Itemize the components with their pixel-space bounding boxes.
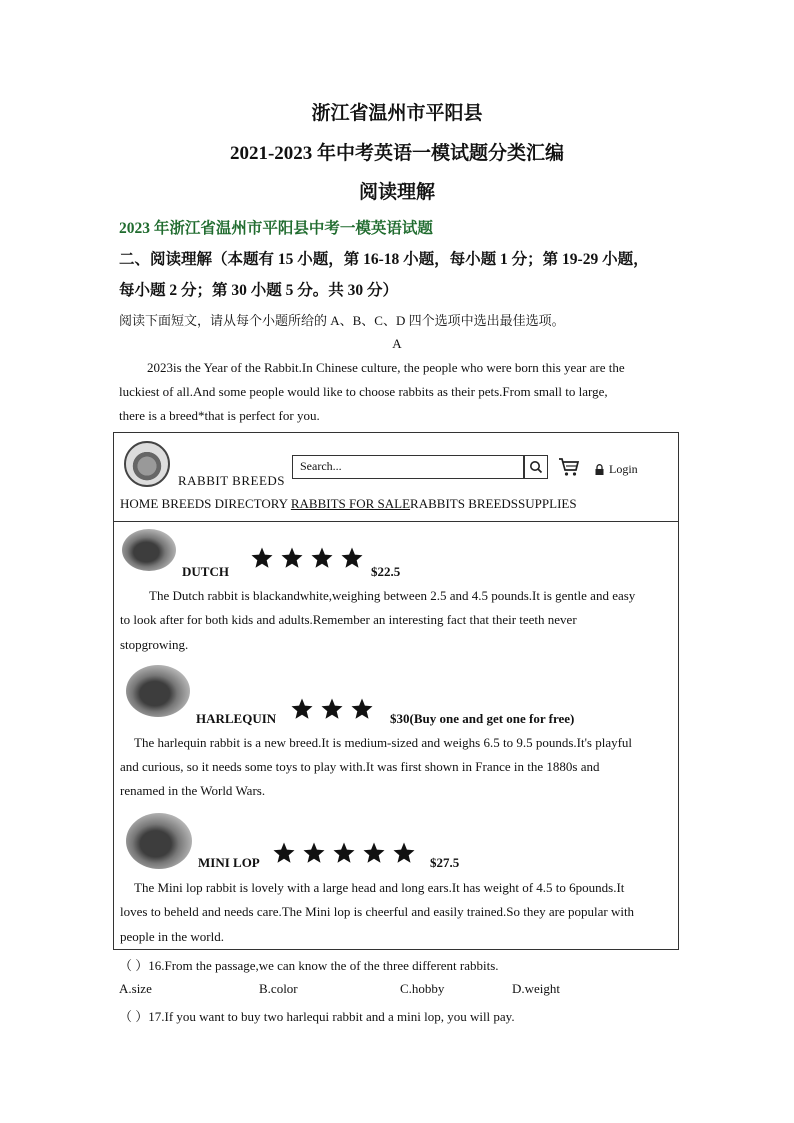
- nav-home[interactable]: HOME: [120, 496, 159, 511]
- cart-button[interactable]: [558, 457, 580, 482]
- dutch-rabbit-image: [122, 529, 176, 571]
- section-heading-line1: 二、阅读理解（本题有 15 小题，第 16-18 小题，每小题 1 分；第 19-29 小题，: [119, 251, 649, 268]
- star-icon: [320, 697, 344, 721]
- exam-title: 2023 年浙江省温州市平阳县中考一模英语试题: [119, 220, 433, 237]
- nav-breeds[interactable]: BREEDS: [161, 496, 212, 511]
- breed-name: HARLEQUIN: [196, 711, 277, 726]
- star-icon: [362, 841, 386, 865]
- breed-description-line: renamed in the World Wars.: [120, 783, 266, 798]
- search-input[interactable]: Search...: [292, 455, 524, 479]
- breed-name: DUTCH: [182, 564, 229, 579]
- doc-title-topic: 阅读理解: [358, 182, 435, 203]
- login-link[interactable]: [595, 462, 638, 477]
- website-panel: [113, 432, 679, 950]
- breed-description-line: The Mini lop rabbit is lovely with a large head and long ears.It has weight of 4.5 to 6pounds.It: [134, 880, 625, 895]
- breed-description-line: stopgrowing.: [120, 637, 189, 652]
- doc-title-region: 浙江省温州市平阳县: [311, 103, 483, 124]
- star-icon: [302, 841, 326, 865]
- lock-icon: [595, 464, 604, 475]
- nav-rabbits-breeds[interactable]: RABBITS BREEDS: [410, 496, 519, 511]
- mini-lop-rabbit-image: [126, 813, 192, 869]
- breed-description-line: people in the world.: [120, 929, 224, 944]
- logo-emblem-icon: [124, 441, 170, 487]
- site-name: RABBIT BREEDS: [178, 473, 286, 488]
- passage-label: A: [392, 336, 402, 351]
- star-icon: [392, 841, 416, 865]
- breed-price: $22.5: [371, 564, 401, 579]
- star-icon: [350, 697, 374, 721]
- nav-supplies[interactable]: SUPPLIES: [518, 496, 577, 511]
- intro-line: 2023is the Year of the Rabbit.In Chinese culture, the people who were born this year are the: [147, 360, 625, 375]
- section-heading-line2: 每小题 2 分；第 30 小题 5 分。共 30 分）: [119, 282, 399, 299]
- login-label: Login: [609, 462, 638, 476]
- breed-description-line: and curious, so it needs some toys to play with.It was first shown in France in the 1880s and: [120, 759, 600, 774]
- star-icon: [340, 546, 364, 570]
- nav-rabbits-for-sale[interactable]: RABBITS FOR SALE: [290, 496, 411, 511]
- site-nav: [120, 496, 577, 512]
- cart-icon: [558, 457, 580, 477]
- rating-stars: [272, 841, 416, 865]
- nav-directory[interactable]: DIRECTORY: [214, 496, 288, 511]
- star-icon: [272, 841, 296, 865]
- instruction: 阅读下面短文，请从每个小题所给的 A、B、C、D 四个选项中选出最佳选项。: [119, 313, 565, 328]
- intro-line: luckiest of all.And some people would like to choose rabbits as their pets.From small to large,: [119, 384, 608, 399]
- question-16-option: D.weight: [512, 981, 561, 996]
- question-16-option: C.hobby: [400, 981, 445, 996]
- breed-description-line: The Dutch rabbit is blackandwhite,weighing between 2.5 and 4.5 pounds.It is gentle and easy: [149, 588, 636, 603]
- breed-description-line: loves to beheld and needs care.The Mini lop is cheerful and easily trained.So they are popular with: [120, 904, 635, 919]
- breed-price: $27.5: [430, 855, 460, 870]
- search-icon: [529, 460, 543, 474]
- breed-description-line: The harlequin rabbit is a new breed.It is medium-sized and weighs 6.5 to 9.5 pounds.It's playful: [134, 735, 633, 750]
- star-icon: [290, 697, 314, 721]
- star-icon: [332, 841, 356, 865]
- question-16-option: B.color: [259, 981, 298, 996]
- rating-stars: [290, 697, 374, 721]
- question-17: （ ）17.If you want to buy two harlequi rabbit and a mini lop, you will pay.: [119, 1009, 515, 1024]
- breed-description-line: to look after for both kids and adults.Remember an interesting fact that their teeth never: [120, 612, 577, 627]
- doc-title-series: 2021-2023 年中考英语一模试题分类汇编: [229, 143, 565, 164]
- breed-name: MINI LOP: [198, 855, 260, 870]
- harlequin-rabbit-image: [126, 665, 190, 717]
- rating-stars: [250, 546, 364, 570]
- breed-price: $30(Buy one and get one for free): [390, 711, 575, 726]
- star-icon: [280, 546, 304, 570]
- star-icon: [310, 546, 334, 570]
- question-16-option: A.size: [119, 981, 152, 996]
- intro-line: there is a breed*that is perfect for you.: [119, 408, 320, 423]
- question-16: （ ）16.From the passage,we can know the of the three different rabbits.: [119, 958, 499, 973]
- search-button[interactable]: [524, 455, 548, 479]
- divider: [114, 521, 678, 522]
- star-icon: [250, 546, 274, 570]
